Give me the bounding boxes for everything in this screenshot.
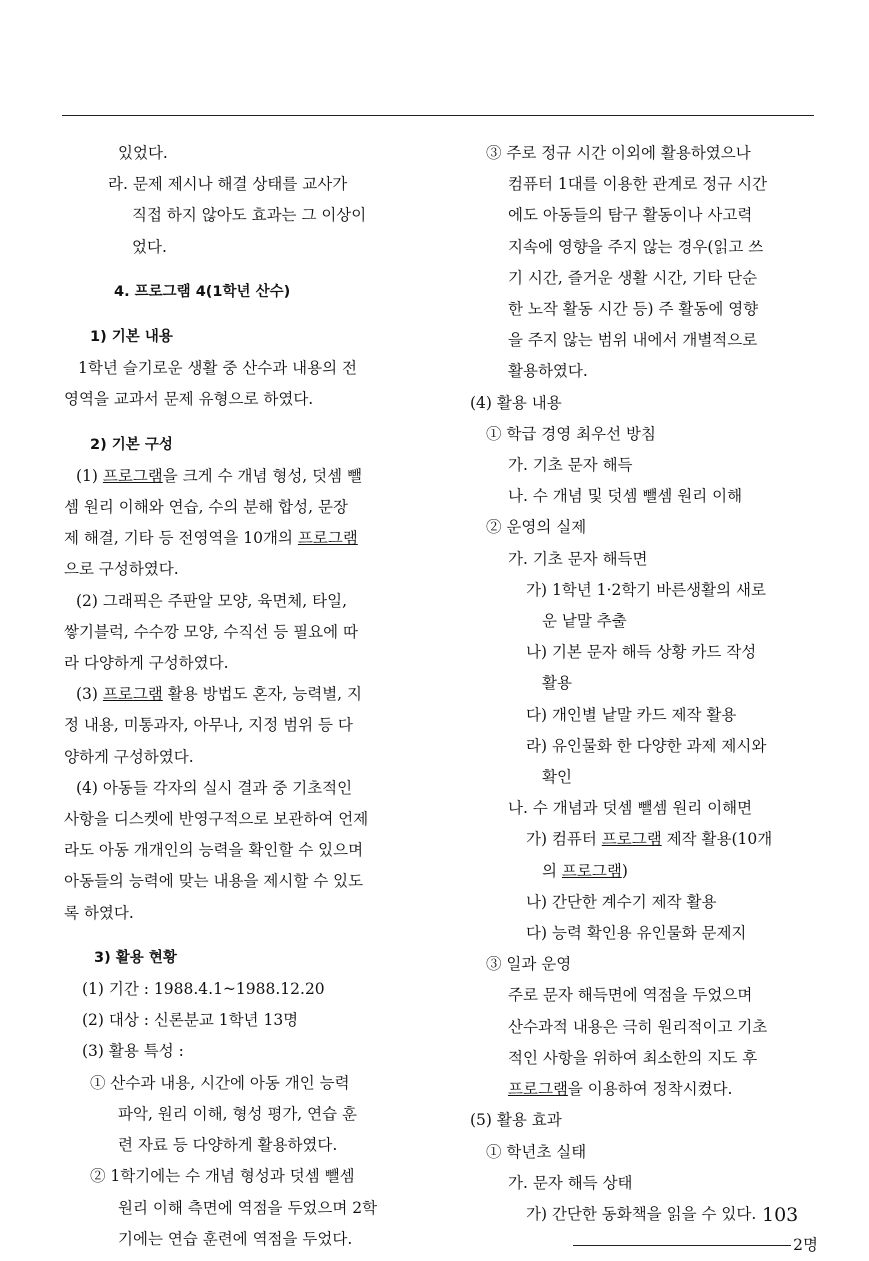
right-text-line: ③ 일과 운영	[486, 955, 572, 974]
left-text-line: 있었다.	[118, 144, 168, 162]
right-text-line: 기 시간, 즐거운 생활 시간, 기타 단순	[508, 268, 758, 287]
header-rule	[62, 115, 814, 116]
paragraph-gap	[64, 416, 418, 430]
left-text-line: 양하게 구성하였다.	[64, 747, 194, 766]
right-text-line: 에도 아동들의 탐구 활동이나 사고력	[508, 206, 753, 225]
left-text-line: 련 자료 등 다양하게 활용하였다.	[118, 1136, 338, 1155]
left-text-line: 정 내용, 미통과자, 아무나, 지정 범위 등 다	[64, 716, 353, 735]
page-number: 103	[762, 1204, 799, 1226]
right-text-line: 컴퓨터 1대를 이용한 관계로 정규 시간	[508, 175, 768, 194]
left-text-line: 3) 활용 현황	[94, 949, 177, 966]
right-text-line: 을 주지 않는 범위 내에서 개별적으로	[508, 331, 758, 350]
left-text-line: 라 다양하게 구성하였다.	[64, 654, 229, 673]
left-text-line: 영역을 교과서 문제 유형으로 하였다.	[64, 390, 314, 409]
left-text-line: 사항을 디스켓에 반영구적으로 보관하여 언제	[64, 810, 369, 829]
left-text-line: 직접 하지 않아도 효과는 그 이상이	[132, 206, 367, 225]
left-text-line: 쌓기블럭, 수수깡 모양, 수직선 등 필요에 따	[64, 622, 358, 641]
left-text-line: 기에는 연습 훈련에 역점을 두었다.	[118, 1229, 353, 1248]
left-text-line: 1학년 슬기로운 생활 중 산수과 내용의 전	[78, 359, 357, 378]
underlined-term: 프로그램	[102, 685, 163, 704]
left-text-line: 원리 이해 측면에 역점을 두었으며 2학	[118, 1198, 378, 1217]
right-text-line: 확인	[542, 768, 572, 787]
right-text-line: ① 학년초 실태	[486, 1142, 587, 1161]
right-text-line: 지속에 영향을 주지 않는 경우(읽고 쓰	[508, 237, 764, 256]
right-text-line: 가) 간단한 동화책을 읽을 수 있다.	[526, 1204, 757, 1223]
left-column	[64, 138, 418, 1255]
left-text-line: 파악, 원리 이해, 형성 평가, 연습 훈	[118, 1104, 357, 1123]
right-text-line: 활용	[542, 674, 572, 693]
right-text-line: 다) 능력 확인용 유인물화 문제지	[526, 924, 747, 943]
right-text-line: 2명	[470, 1230, 818, 1261]
right-text-line: 다) 개인별 낱말 카드 제작 활용	[526, 705, 737, 724]
left-text-line: (3) 프로그램 활용 방법도 혼자, 능력별, 지	[76, 685, 362, 704]
right-text-line: 주로 문자 해득면에 역점을 두었으며	[508, 986, 753, 1005]
left-text-line: (1) 프로그램을 크게 수 개념 형성, 덧셈 뺄	[76, 466, 362, 485]
right-text-line: 프로그램을 이용하여 정착시켰다.	[508, 1080, 733, 1099]
left-text-line: 었다.	[132, 237, 167, 256]
right-text-line: 한 노작 활동 시간 등) 주 활동에 영향	[508, 300, 759, 319]
right-text-line: ③ 주로 정규 시간 이외에 활용하였으나	[486, 144, 751, 162]
left-text-line: 4. 프로그램 4(1학년 산수)	[114, 283, 291, 300]
left-text-line: (2) 그래픽은 주판알 모양, 육면체, 타일,	[76, 591, 347, 610]
right-text-line: 가. 기초 문자 해득	[508, 456, 633, 475]
right-text-line: (4) 활용 내용	[470, 393, 562, 412]
left-text-line: 1) 기본 내용	[90, 329, 173, 346]
left-text-line: ② 1학기에는 수 개념 형성과 덧셈 뺄셈	[90, 1167, 355, 1186]
right-text-line: 나) 간단한 계수기 제작 활용	[526, 892, 717, 911]
underlined-term: 프로그램	[601, 830, 662, 849]
left-text-line: 아동들의 능력에 맞는 내용을 제시할 수 있도	[64, 872, 364, 891]
right-column	[470, 138, 818, 1261]
left-text-line: (2) 대상 : 신론분교 1학년 13명	[82, 1011, 299, 1030]
underlined-term: 프로그램	[297, 529, 358, 548]
right-text-line: 산수과적 내용은 극히 원리적이고 기초	[508, 1017, 768, 1036]
left-text-line: ① 산수과 내용, 시간에 아동 개인 능력	[90, 1073, 350, 1092]
right-text-line: 라) 유인물화 한 다양한 과제 제시와	[526, 736, 767, 755]
right-text-line: 나. 수 개념과 덧셈 뺄셈 원리 이해면	[508, 799, 753, 818]
right-text-line: 의 프로그램)	[542, 861, 628, 880]
left-text-line: 으로 구성하였다.	[64, 560, 179, 579]
left-text-line: 록 하였다.	[64, 903, 134, 922]
left-text-line: (1) 기간 : 1988.4.1~1988.12.20	[82, 980, 325, 999]
left-text-line: (3) 활용 특성 :	[82, 1042, 184, 1061]
right-text-line: 활용하였다.	[508, 362, 588, 381]
left-text-line: 제 해결, 기타 등 전영역을 10개의 프로그램	[64, 529, 358, 548]
right-text-line: 나) 기본 문자 해득 상황 카드 작성	[526, 643, 757, 662]
right-text-line: (5) 활용 효과	[470, 1111, 562, 1130]
right-text-line: 가) 컴퓨터 프로그램 제작 활용(10개	[526, 830, 773, 849]
left-text-line: 라. 문제 제시나 해결 상태를 교사가	[108, 175, 348, 194]
left-text-line: (4) 아동들 각자의 실시 결과 중 기초적인	[76, 778, 353, 797]
right-text-line: 가. 문자 해득 상태	[508, 1173, 633, 1192]
right-text-line: ② 운영의 실제	[486, 518, 587, 537]
right-text-line: 나. 수 개념 및 덧셈 뺄셈 원리 이해	[508, 487, 743, 506]
paragraph-gap	[64, 308, 418, 322]
right-text-line: ① 학급 경영 최우선 방침	[486, 424, 656, 443]
underlined-term: 프로그램	[561, 861, 622, 880]
right-text-line: 가. 기초 문자 해득면	[508, 549, 648, 568]
paragraph-gap	[64, 263, 418, 277]
right-text-line: 운 낱말 추출	[542, 612, 627, 631]
dash-rule	[573, 1245, 791, 1246]
underlined-term: 프로그램	[102, 466, 163, 485]
right-text-line: 적인 사항을 위하여 최소한의 지도 후	[508, 1048, 758, 1067]
right-text-line: 가) 1학년 1·2학기 바른생활의 새로	[526, 580, 766, 599]
left-text-line: 2) 기본 구성	[90, 436, 173, 453]
left-text-line: 셈 원리 이해와 연습, 수의 분해 합성, 문장	[64, 498, 348, 517]
paragraph-gap	[64, 929, 418, 943]
underlined-term: 프로그램	[508, 1080, 568, 1099]
left-text-line: 라도 아동 개개인의 능력을 확인할 수 있으며	[64, 841, 364, 860]
